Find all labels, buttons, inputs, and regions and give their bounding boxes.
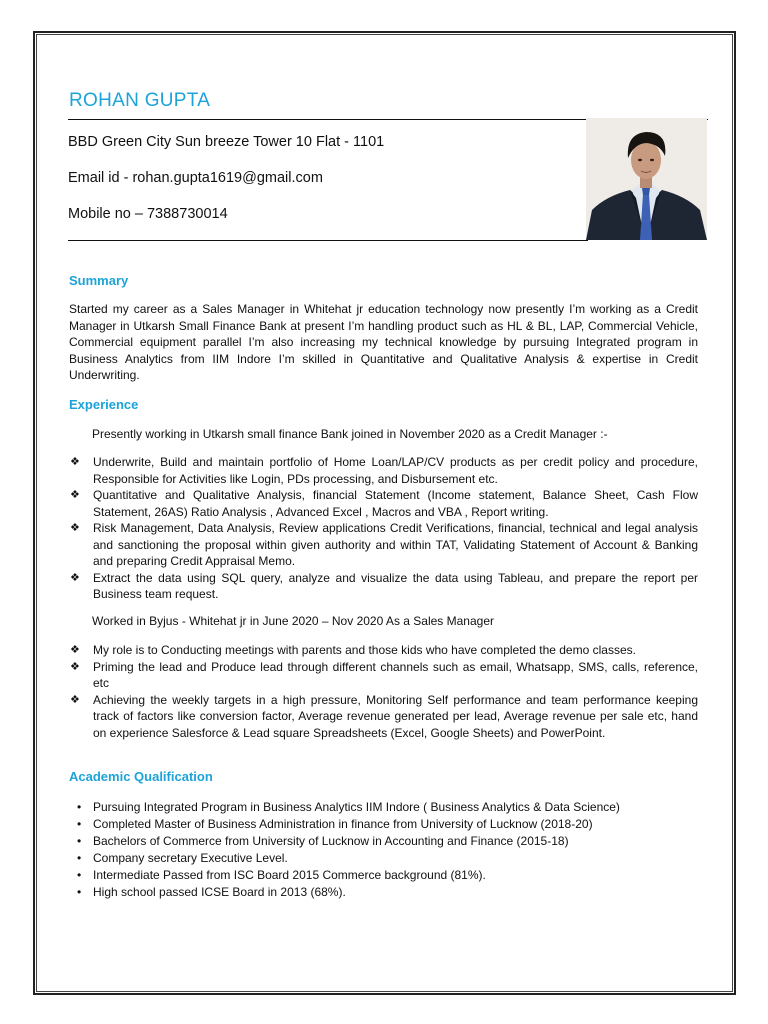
header-bottom-rule [68,240,588,241]
round-bullet-icon: • [77,851,82,865]
round-bullet-icon: • [77,817,82,831]
list-item: • Pursuing Integrated Program in Business Analytics IIM Indore ( Business Analytics & Data Science) [77,800,620,814]
job2-list [69,642,698,741]
diamond-bullet-icon: ❖ [70,571,80,584]
list-item: • Intermediate Passed from ISC Board 2015 Commerce background (81%). [77,868,486,882]
round-bullet-icon: • [77,885,82,899]
mobile: Mobile no – 7388730014 [68,206,228,222]
experience-heading: Experience [69,397,139,412]
diamond-bullet-icon: ❖ [70,693,80,706]
diamond-bullet-icon: ❖ [70,456,80,468]
academic-list [75,799,695,901]
list-item: ❖ My role is to Conducting meetings with parents and those kids who have completed the demo classes. [70,643,636,657]
list-item: ❖ Underwrite, Build and maintain portfolio of Home Loan/LAP/CV products as per credit policy and procedure, Responsible for Activities like Login, PDs processing, and Disbursement etc. [70,455,698,486]
round-bullet-icon: • [77,800,82,814]
summary-heading: Summary [69,273,129,288]
diamond-bullet-icon: ❖ [70,489,80,501]
list-item: • Bachelors of Commerce from University of Lucknow in Accounting and Finance (2015-18) [77,834,569,848]
list-item: ❖ Priming the lead and Produce lead through different channels such as email, Whatsapp, SMS, calls, reference, etc [70,659,698,690]
diamond-bullet-icon: ❖ [70,660,80,673]
summary-text: Started my career as a Sales Manager in Whitehat jr education technology now presently I’m working as a Credit Manager in Utkarsh Small Finance Bank at present I’m handling product such as HL & BL, LAP, Commercial Vehicle, Commercial equipment parallel I’m also increasing my technical knowledge by pursuing Integrated program in Business Analytics from IIM Indore I’m skilled in Quantitative and Qualitative Analysis & expertise in Credit Underwriting. [69,302,698,382]
email: Email id - rohan.gupta1619@gmail.com [68,170,323,186]
address: BBD Green City Sun breeze Tower 10 Flat - 1101 [68,134,385,150]
list-item: ❖ Extract the data using SQL query, analyze and visualize the data using Tableau, and prepare the report per Business team request. [70,570,698,601]
diamond-bullet-icon: ❖ [70,522,80,534]
job1-list [69,454,698,603]
round-bullet-icon: • [77,868,82,882]
job1-intro: Presently working in Utkarsh small finance Bank joined in November 2020 as a Credit Manager :- [92,427,608,441]
round-bullet-icon: • [77,834,82,848]
list-item: ❖ Achieving the weekly targets in a high pressure, Monitoring Self performance and team performance keeping track of factors like conversion factor, Average revenue generated per lead, Average revenue per sale etc, hand on experience Salesforce & Lead square Spreadsheets (Excel, Google Sheets) and PowerPoint. [70,692,698,740]
diamond-bullet-icon: ❖ [70,644,80,656]
list-item: • Company secretary Executive Level. [77,851,288,865]
academic-heading: Academic Qualification [69,769,213,784]
list-item: • Completed Master of Business Administration in finance from University of Lucknow (2018-20) [77,817,593,831]
list-item: • High school passed ICSE Board in 2013 (68%). [77,885,346,899]
candidate-name: ROHAN GUPTA [69,90,211,111]
job2-intro: Worked in Byjus - Whitehat jr in June 2020 – Nov 2020 As a Sales Manager [92,614,494,628]
list-item: ❖ Quantitative and Qualitative Analysis, financial Statement (Income statement, Balance Sheet, Cash Flow Statement, 26AS) Ratio Analysis , Advanced Excel , Macros and VBA , Report writing. [70,488,698,519]
profile-photo [586,118,707,240]
list-item: ❖ Risk Management, Data Analysis, Review applications Credit Verifications, financial, technical and legal analysis and sanctioning the proposal within given authority and within TAT, Validating Statement of Account & Banking and preparing Credit Appraisal Memo. [70,521,698,568]
